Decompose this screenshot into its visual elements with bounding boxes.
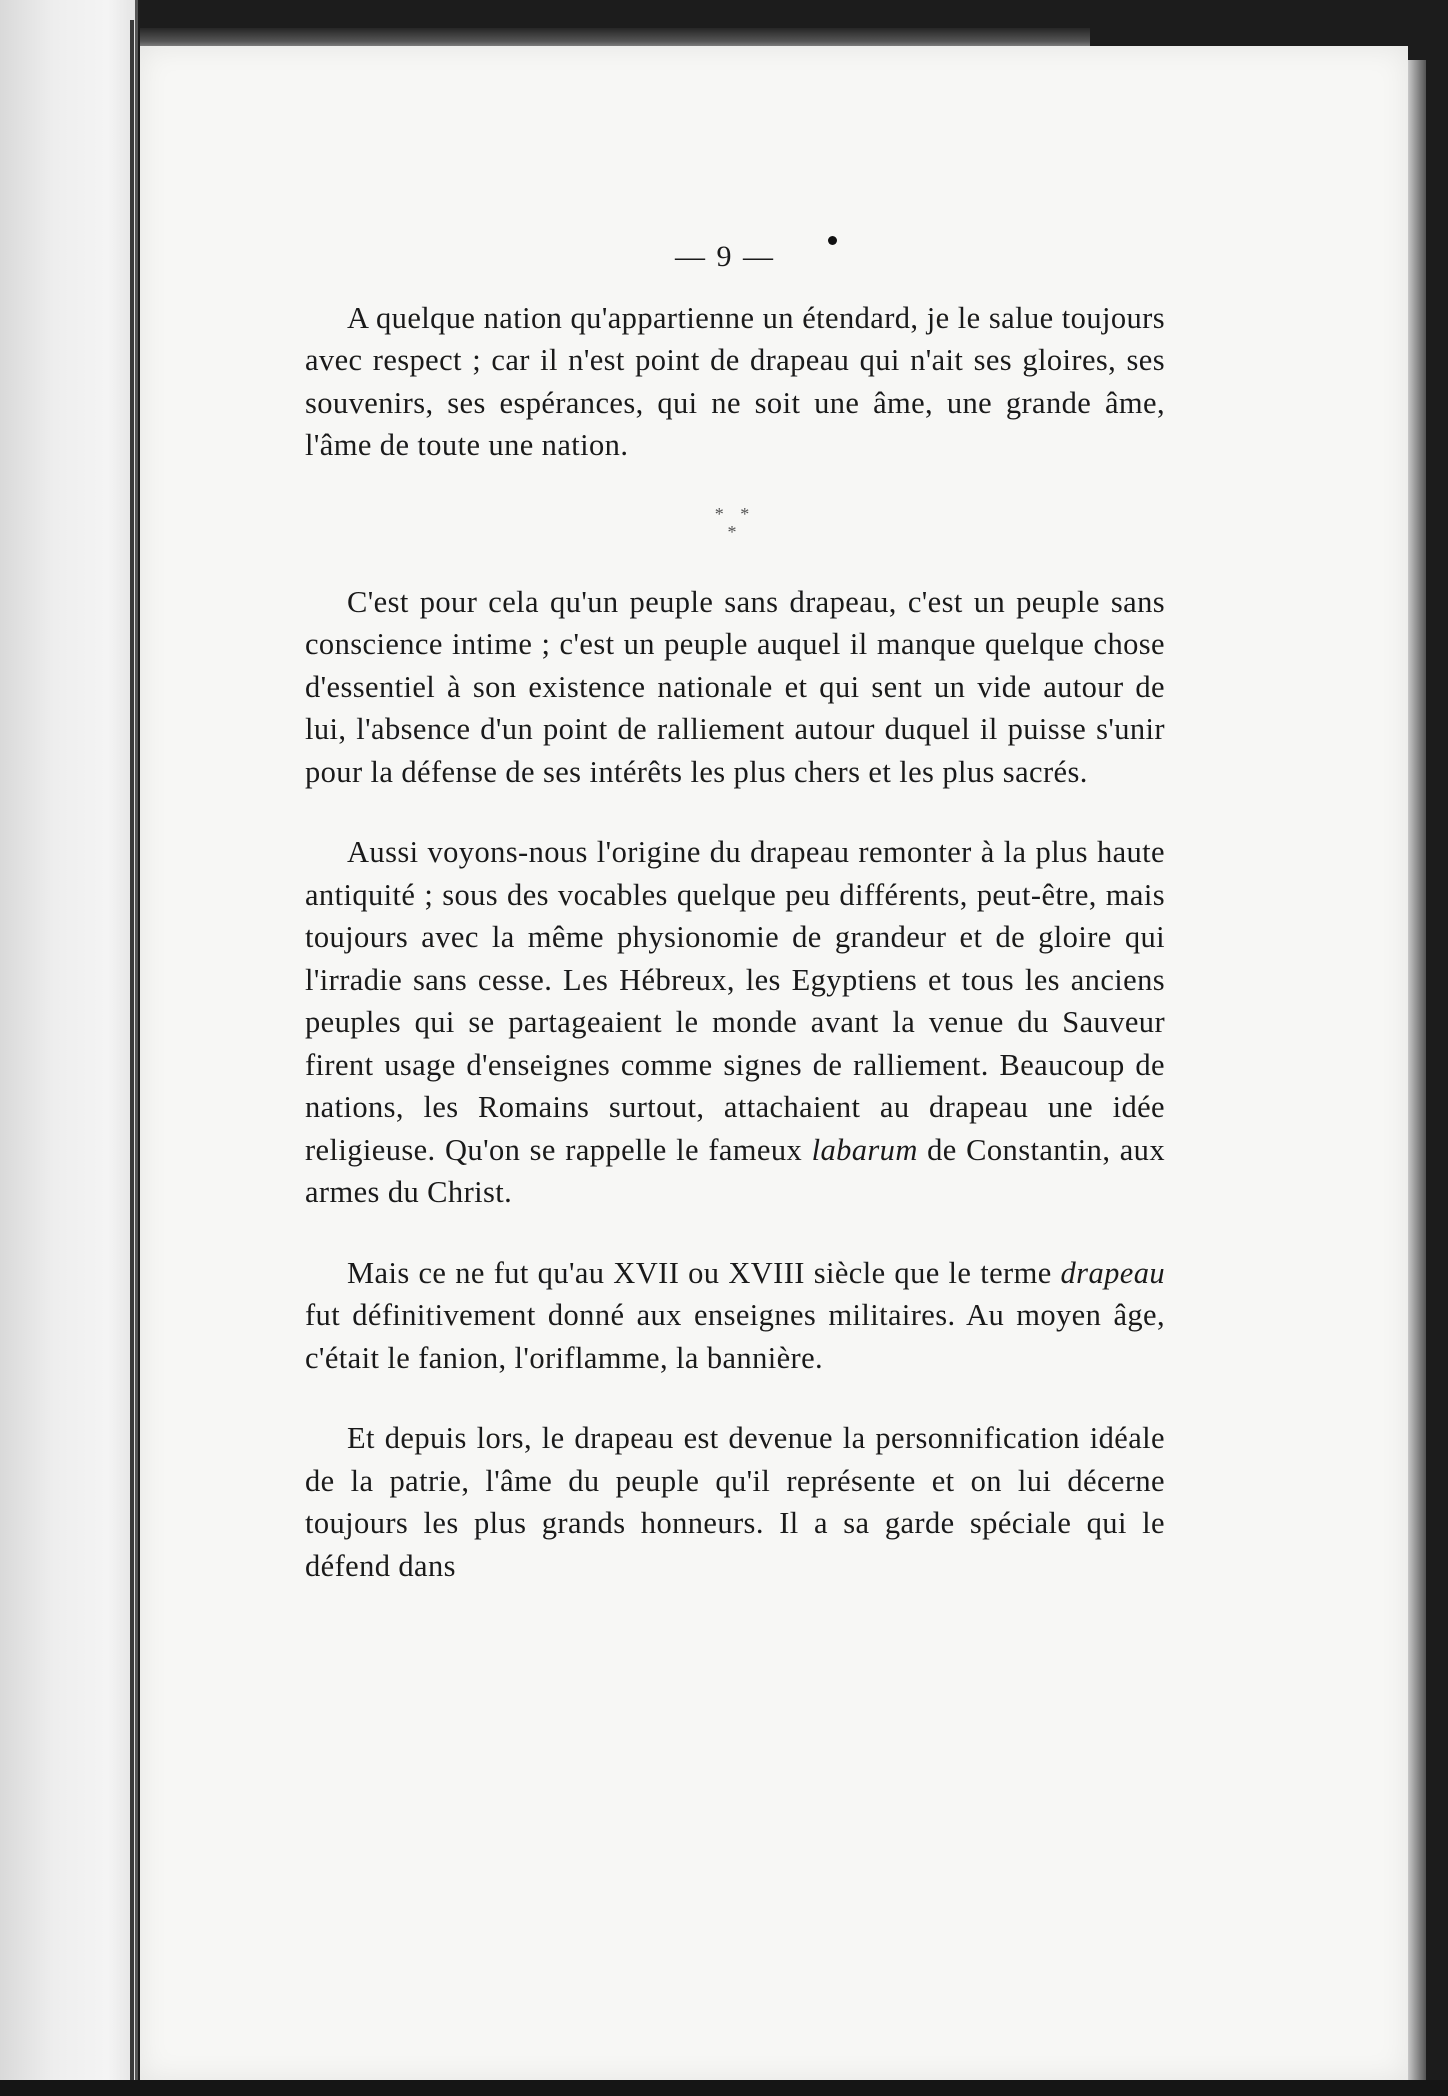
- paragraph-4-italic: drapeau: [1060, 1255, 1165, 1290]
- paragraph-3: [305, 831, 1165, 1214]
- paragraph-4: [305, 1252, 1165, 1380]
- paragraph-4-text-b: fut définitivement donné aux enseignes militaires. Au moyen âge, c'était le fanion, l'oriflamme, la bannière.: [305, 1298, 1165, 1375]
- book-spine: [130, 20, 134, 2080]
- paragraph-2: C'est pour cela qu'un peuple sans drapeau, c'est un peuple sans conscience intime ; c'est un peuple auquel il manque quelque chose d'essentiel à son existence nationale et qui sent un vide autour de lui, l'absence d'un point de ralliement autour duquel il puisse s'unir pour la défense de ses intérêts les plus chers et les plus sacrés.: [305, 584, 1165, 789]
- ink-dot: [828, 236, 837, 245]
- asterism-bottom: *: [727, 521, 743, 542]
- paragraph-3-italic: labarum: [811, 1132, 918, 1167]
- asterism-top: * *: [714, 503, 756, 524]
- paragraph-3-text-b: de Constantin, aux armes du Christ.: [305, 1132, 1165, 1209]
- paragraph-3-text-a: Aussi voyons-nous l'origine du drapeau remonter à la plus haute antiquité ; sous des vocables quelque peu différents, peut-être, mais toujours avec la même physionomie de grandeur et de gloire qui l'irradie sans cesse. Les Hébreux, les Egyptiens et tous les anciens peuples qui se partageaient le monde avant la venue du Sauveur firent usage d'enseignes comme signes de ralliement. Beaucoup de nations, les Romains surtout, attachaient au drapeau une idée religieuse. Qu'on se rappelle le fameux: [305, 835, 1165, 1167]
- paragraph-5: Et depuis lors, le drapeau est devenue la personnification idéale de la patrie, l'âme du peuple qu'il représente et on lui décerne toujours les plus grands honneurs. Il a sa garde spéciale qui le défend dans: [305, 1421, 1165, 1583]
- page-number: — 9 —: [675, 240, 775, 273]
- left-page-edge: [0, 0, 138, 2080]
- paragraph-4-text-a: Mais ce ne fut qu'au XVII ou XVIII siècle que le terme: [347, 1255, 1061, 1290]
- bottom-scan-border: [0, 2080, 1448, 2096]
- paragraph-1: A quelque nation qu'appartienne un étendard, je le salue toujours avec respect ; car il n'est point de drapeau qui n'ait ses gloires, ses souvenirs, ses espérances, qui ne soit une âme, une grande âme, l'âme de toute une nation.: [305, 300, 1165, 462]
- right-page-edge: [1408, 60, 1426, 2080]
- asterism-separator: [305, 505, 1165, 541]
- page-text: [305, 236, 1165, 1625]
